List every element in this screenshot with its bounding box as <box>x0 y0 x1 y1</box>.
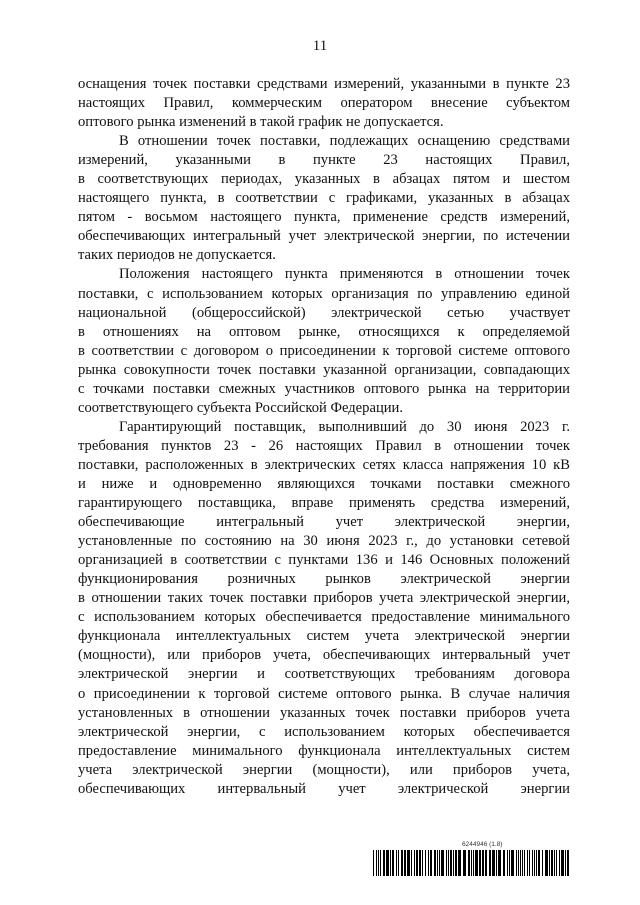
barcode-bar <box>376 850 377 876</box>
barcode-bar <box>446 850 447 876</box>
document-code: 6244946 (1.8) <box>462 841 503 848</box>
barcode-bar <box>383 850 385 876</box>
text-line: о присоединении к торговой системе оптового рынка. В случае наличия <box>78 685 570 702</box>
text-line: электрической энергии и соответствующих требованиям договора <box>78 666 570 683</box>
barcode-bar <box>507 850 508 876</box>
barcode-bar <box>498 850 501 876</box>
barcode-bar <box>439 850 440 876</box>
barcode-bar <box>492 850 495 876</box>
barcode-bar <box>398 850 399 876</box>
body-text <box>78 75 570 799</box>
barcode-bar <box>534 850 535 876</box>
barcode-bar <box>430 850 432 876</box>
barcode-bar <box>527 850 528 876</box>
barcode-bar <box>448 850 449 876</box>
barcode-bar <box>390 850 391 876</box>
text-line: организацией в соответствии с пунктами 136 и 146 Основных положений <box>78 552 570 569</box>
barcode-bar <box>428 850 429 876</box>
text-line: электрической энергии, с использованием которых обеспечивается <box>78 723 570 740</box>
barcode-bar <box>479 850 481 876</box>
barcode-bar <box>414 850 415 876</box>
text-line: В отношении точек поставки, подлежащих оснащению средствами <box>119 133 570 150</box>
text-line: учета электрической энергии (мощности), или приборов учета, <box>78 761 570 778</box>
barcode-bar <box>422 850 423 876</box>
barcode-bar <box>511 850 514 876</box>
text-line: установленные по состоянию на 30 июня 2023 г., до установки сетевой <box>78 533 570 550</box>
text-line: таких периодов не допускается. <box>78 247 276 264</box>
barcode-bar <box>503 850 505 876</box>
barcode-bar <box>524 850 525 876</box>
barcode-bar <box>475 850 478 876</box>
text-line: настоящего пункта, в соответствии с графиками, указанных в абзацах <box>78 190 570 207</box>
barcode-bar <box>450 850 452 876</box>
barcode-bar <box>485 850 487 876</box>
barcode-bar <box>407 850 410 876</box>
text-line: предоставление минимального функционала интеллектуальных систем <box>78 742 570 759</box>
barcode-bar <box>509 850 510 876</box>
barcode-bar <box>468 850 470 876</box>
barcode-bar <box>392 850 394 876</box>
barcode-bar <box>378 850 379 876</box>
barcode-bar <box>416 850 418 876</box>
text-line: функционирования розничных рынков электрической энергии <box>78 571 570 588</box>
barcode-bar <box>536 850 537 876</box>
barcode-bar <box>532 850 533 876</box>
barcode-bar <box>554 850 555 876</box>
barcode-bar <box>556 850 557 876</box>
barcode-bar <box>545 850 548 876</box>
text-line: поставки, расположенных в электрических сетях класса напряжения 10 кВ <box>78 456 570 473</box>
text-line: Гарантирующий поставщик, выполнивший до 30 июня 2023 г. <box>119 418 570 435</box>
text-line: гарантирующего поставщика, вправе применять средства измерений, <box>78 495 570 512</box>
barcode-bar <box>559 850 560 876</box>
text-line: и ниже и одновременно являющихся точками поставки смежного <box>78 475 570 492</box>
barcode-bar <box>463 850 466 876</box>
barcode-bar <box>458 850 461 876</box>
text-line: соответствующего субъекта Российской Федерации. <box>78 399 404 416</box>
barcode-bar <box>441 850 444 876</box>
barcode-bar <box>425 850 426 876</box>
barcode <box>373 850 569 876</box>
barcode-bar <box>380 850 381 876</box>
text-line: рынка совокупности точек поставки указанной организации, совпадающих <box>78 361 570 378</box>
text-line: обеспечивающие интегральный учет электрической энергии, <box>78 514 570 531</box>
page-number: 11 <box>312 38 328 54</box>
barcode-bar <box>455 850 457 876</box>
barcode-bar <box>373 850 374 876</box>
text-line: поставки, с использованием которых организация по управлению единой <box>78 285 570 302</box>
text-line: измерений, указанными в пункте 23 настоящих Правил, <box>78 152 570 169</box>
barcode-bar <box>516 850 517 876</box>
barcode-bar <box>565 850 566 876</box>
barcode-bar <box>437 850 438 876</box>
text-line: с точками поставки смежных участников оптового рынка на территории <box>78 380 570 397</box>
text-line: (мощности), или приборов учета, обеспечивающих интервальный учет <box>78 647 570 664</box>
text-line: в соответствующих периодах, указанных в абзацах пятом и шестом <box>78 171 570 188</box>
barcode-bar <box>549 850 550 876</box>
barcode-bar <box>396 850 397 876</box>
text-line: оптового рынка изменений в такой график не допускается. <box>78 114 444 131</box>
text-line: функционала интеллектуальных систем учета электрической энергии <box>78 628 570 645</box>
barcode-bar <box>453 850 454 876</box>
barcode-bar <box>522 850 523 876</box>
barcode-bar <box>561 850 564 876</box>
text-line: пятом - восьмом настоящего пункта, применение средств измерений, <box>78 209 570 226</box>
text-line: в отношении таких точек поставки приборов учета электрической энергии, <box>78 590 570 607</box>
barcode-bar <box>401 850 403 876</box>
text-line: установленных в отношении указанных точек поставки приборов учета <box>78 704 570 721</box>
barcode-bar <box>404 850 406 876</box>
barcode-bar <box>542 850 543 876</box>
text-line: обеспечивающих интервальный учет электрической энергии <box>78 780 570 797</box>
barcode-bar <box>471 850 472 876</box>
barcode-bar <box>496 850 497 876</box>
text-line: требования пунктов 23 - 26 настоящих Правил в отношении точек <box>78 437 570 454</box>
barcode-bar <box>434 850 436 876</box>
text-line: в отношениях на оптовом рынке, относящихся к определяемой <box>78 323 570 340</box>
text-line: в соответствии с договором о присоединении к торговой системе оптового <box>78 342 570 359</box>
barcode-bar <box>551 850 553 876</box>
barcode-bar <box>567 850 569 876</box>
text-line: национальной (общероссийской) электрической сетью участвует <box>78 304 570 321</box>
barcode-bar <box>419 850 421 876</box>
barcode-bar <box>489 850 491 876</box>
barcode-bar <box>520 850 521 876</box>
barcode-bar <box>529 850 530 876</box>
barcode-bar <box>473 850 474 876</box>
barcode-bar <box>482 850 484 876</box>
barcode-bar <box>411 850 412 876</box>
barcode-bar <box>538 850 540 876</box>
text-line: оснащения точек поставки средствами измерений, указанными в пункте 23 <box>78 76 570 92</box>
text-line: настоящих Правил, коммерческим оператором внесение субъектом <box>78 95 570 112</box>
barcode-bar <box>518 850 519 876</box>
text-line: с использованием которых обеспечивается предоставление минимального <box>78 609 570 626</box>
barcode-bar <box>386 850 389 876</box>
text-line: обеспечивающих интегральный учет электрической энергии, по истечении <box>78 228 570 245</box>
text-line: Положения настоящего пункта применяются в отношении точек <box>119 266 570 283</box>
